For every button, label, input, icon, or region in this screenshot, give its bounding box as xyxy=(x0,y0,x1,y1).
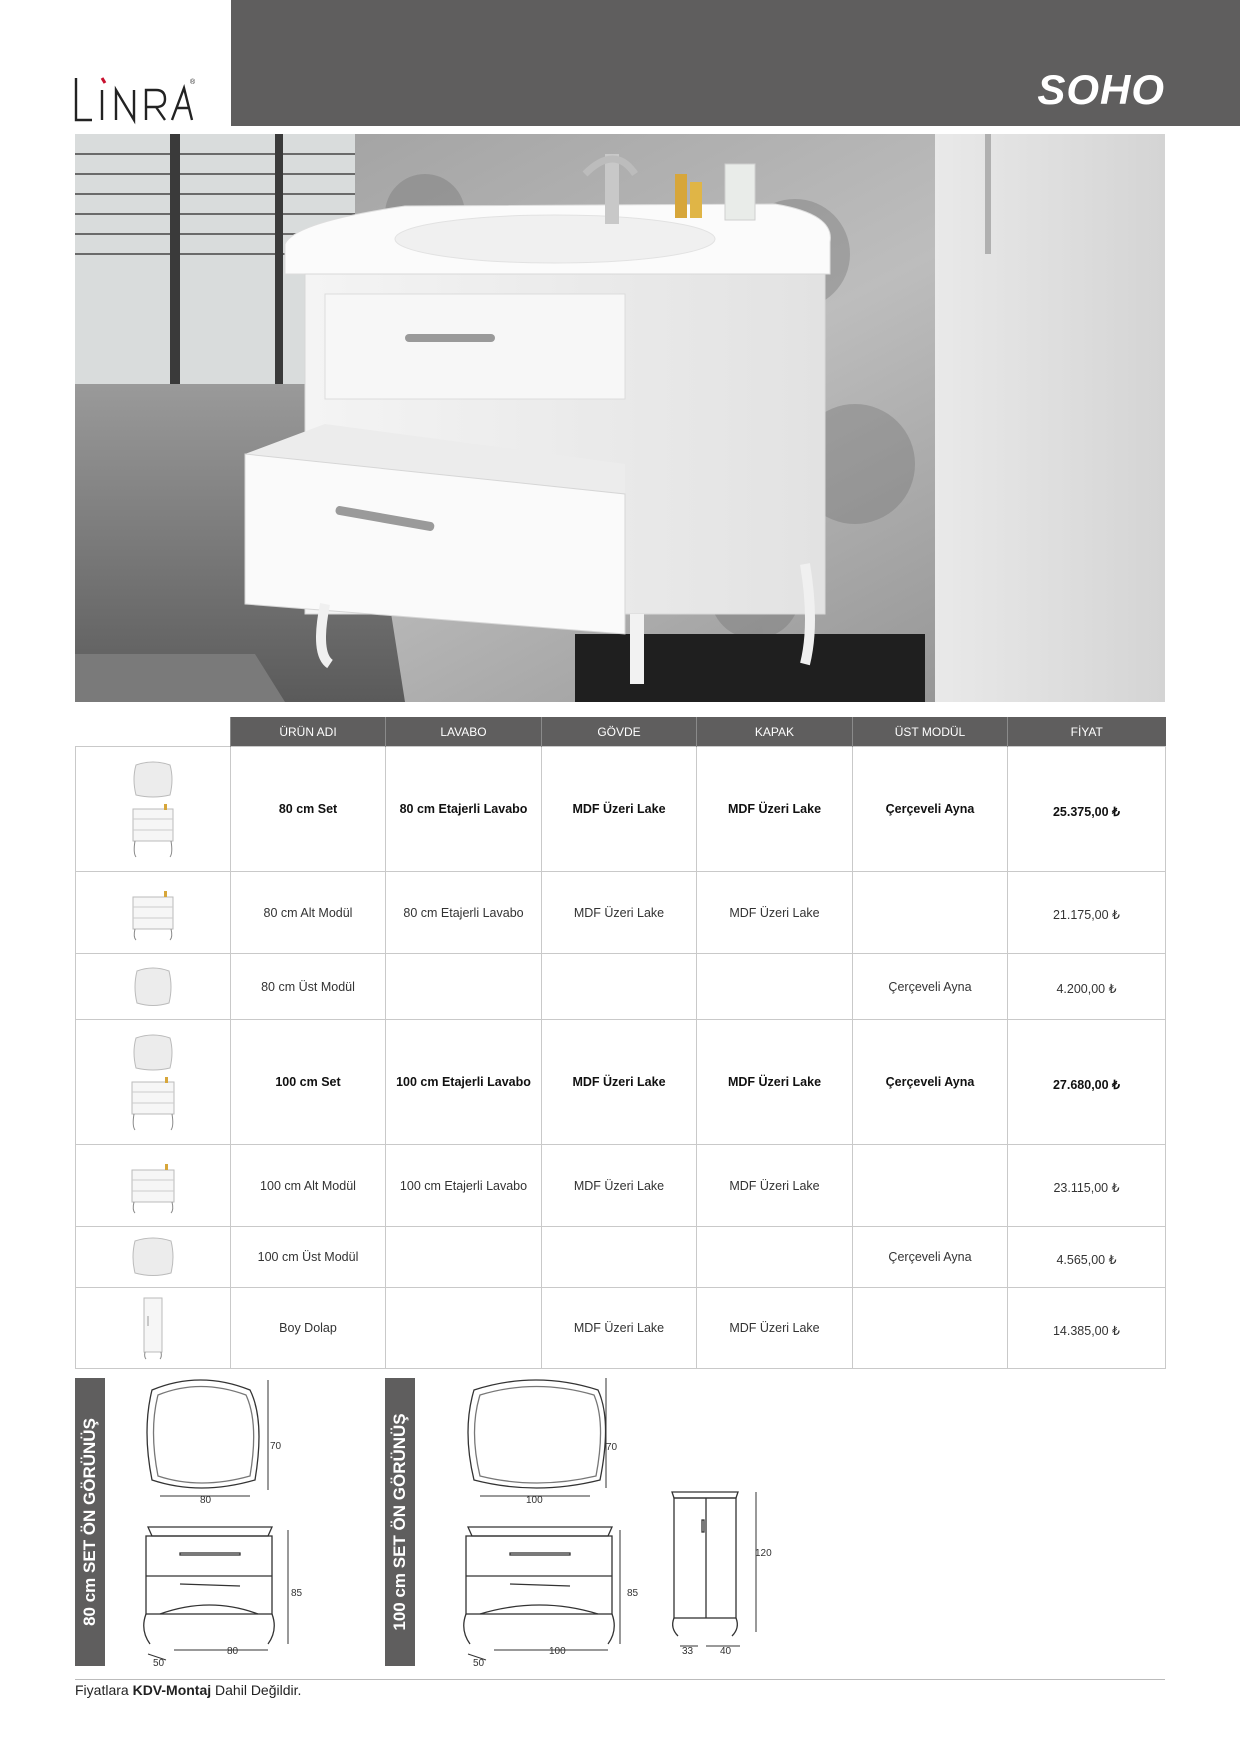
header-urun-adi: ÜRÜN ADI xyxy=(231,717,386,747)
cell-body: MDF Üzeri Lake xyxy=(542,1020,697,1145)
cell-price: 25.375,00 ₺ xyxy=(1008,747,1166,872)
cell-cover: MDF Üzeri Lake xyxy=(697,872,853,954)
mirror-100-drawing xyxy=(468,1380,606,1488)
cell-product-name: 100 cm Set xyxy=(231,1020,386,1145)
cell-cover: MDF Üzeri Lake xyxy=(697,1288,853,1369)
header-ust-modul: ÜST MODÜL xyxy=(853,717,1008,747)
cell-price: 4.200,00 ₺ xyxy=(1008,954,1166,1020)
cell-cover: MDF Üzeri Lake xyxy=(697,1145,853,1227)
cell-product-name: 80 cm Üst Modül xyxy=(231,954,386,1020)
cell-price: 23.115,00 ₺ xyxy=(1008,1145,1166,1227)
set100-label-text: 100 cm SET ÖN GÖRÜNÜŞ xyxy=(390,1413,409,1631)
cell-top-module: Çerçeveli Ayna xyxy=(853,954,1008,1020)
dim-tall-height: 120 xyxy=(755,1548,772,1559)
cell-product-name: 80 cm Alt Modül xyxy=(231,872,386,954)
header-fiyat: FİYAT xyxy=(1008,717,1166,747)
tall-cabinet-drawing xyxy=(672,1492,738,1636)
mirror-80-drawing xyxy=(147,1380,259,1488)
cell-sink: 100 cm Etajerli Lavabo xyxy=(386,1020,542,1145)
cell-body: MDF Üzeri Lake xyxy=(542,1145,697,1227)
header-govde: GÖVDE xyxy=(542,717,697,747)
series-title: SOHO xyxy=(1037,66,1165,113)
dim-100-base-width: 100 xyxy=(549,1646,566,1657)
header-lavabo: LAVABO xyxy=(386,717,542,747)
cell-top-module: Çerçeveli Ayna xyxy=(853,1020,1008,1145)
cell-sink: 100 cm Etajerli Lavabo xyxy=(386,1145,542,1227)
svg-text:®: ® xyxy=(190,79,196,86)
footer-note xyxy=(75,1682,301,1698)
dim-80-mirror-height: 70 xyxy=(270,1441,282,1452)
set80-label-text: 80 cm SET ÖN GÖRÜNÜŞ xyxy=(80,1418,99,1626)
dim-100-mirror-height: 70 xyxy=(606,1442,618,1453)
header-kapak: KAPAK xyxy=(697,717,853,747)
dim-80-base-width: 80 xyxy=(227,1646,239,1657)
cell-sink: 80 cm Etajerli Lavabo xyxy=(386,747,542,872)
cell-cover: MDF Üzeri Lake xyxy=(697,747,853,872)
cell-price: 21.175,00 ₺ xyxy=(1008,872,1166,954)
dim-tall-depth: 40 xyxy=(720,1646,732,1657)
footer-prefix: Fiyatlara xyxy=(75,1682,133,1698)
dim-100-base-height: 85 xyxy=(627,1588,639,1599)
footer-suffix: Dahil Değildir. xyxy=(211,1682,302,1698)
dim-80-base-depth: 50 xyxy=(153,1658,165,1669)
cell-body: MDF Üzeri Lake xyxy=(542,747,697,872)
dim-80-mirror-width: 80 xyxy=(200,1495,212,1506)
dim-100-mirror-width: 100 xyxy=(526,1495,543,1506)
cell-product-name: Boy Dolap xyxy=(231,1288,386,1369)
cell-top-module: Çerçeveli Ayna xyxy=(853,1227,1008,1288)
dim-100-base-depth: 50 xyxy=(473,1658,485,1669)
cell-sink: 80 cm Etajerli Lavabo xyxy=(386,872,542,954)
cell-body: MDF Üzeri Lake xyxy=(542,872,697,954)
cell-price: 27.680,00 ₺ xyxy=(1008,1020,1166,1145)
base-100-drawing xyxy=(464,1527,615,1644)
cell-product-name: 100 cm Üst Modül xyxy=(231,1227,386,1288)
cell-product-name: 80 cm Set xyxy=(231,747,386,872)
dim-80-base-height: 85 xyxy=(291,1588,303,1599)
cell-price: 4.565,00 ₺ xyxy=(1008,1227,1166,1288)
cell-cover: MDF Üzeri Lake xyxy=(697,1020,853,1145)
base-80-drawing xyxy=(144,1527,275,1644)
cell-body: MDF Üzeri Lake xyxy=(542,1288,697,1369)
footer-divider xyxy=(75,1679,1165,1680)
cell-price: 14.385,00 ₺ xyxy=(1008,1288,1166,1369)
cell-top-module: Çerçeveli Ayna xyxy=(853,747,1008,872)
dim-tall-width: 33 xyxy=(682,1646,694,1657)
cell-product-name: 100 cm Alt Modül xyxy=(231,1145,386,1227)
footer-bold: KDV-Montaj xyxy=(132,1682,212,1698)
